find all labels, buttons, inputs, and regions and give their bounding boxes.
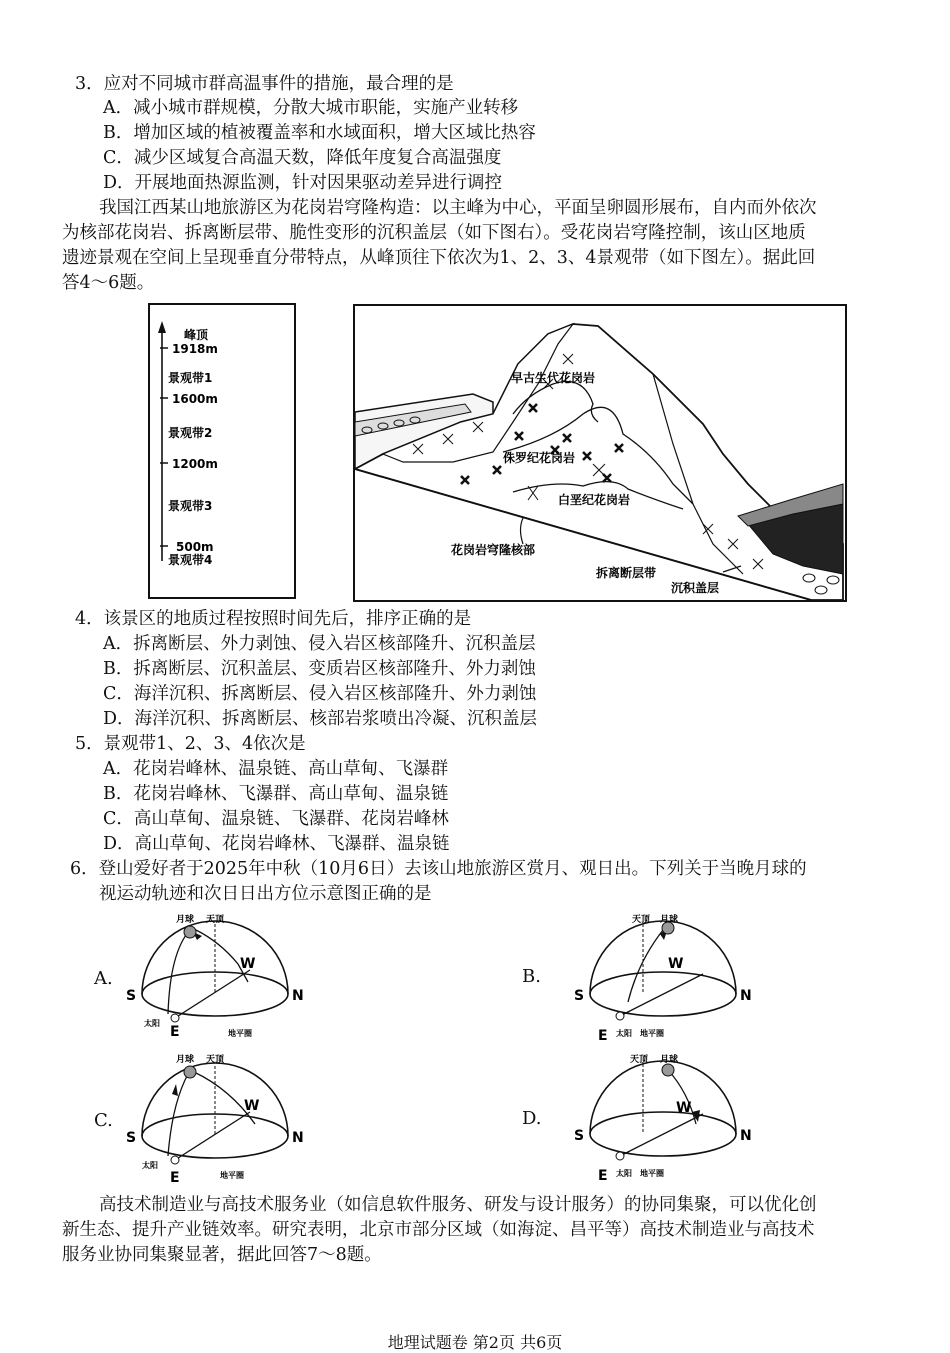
label-1600m: 1600m <box>172 392 218 406</box>
d-horizon-label: 地平圈 <box>640 1169 664 1178</box>
c-north-label: N <box>292 1130 304 1146</box>
label-zone2: 景观带2 <box>168 426 213 440</box>
passage2-line2: 新生态、提升产业链效率。研究表明，北京市部分区域（如海淀、昌平等）高技术制造业与高技术 <box>62 1220 815 1240</box>
label-cretaceous-granite: 白垩纪花岗岩 <box>558 493 631 507</box>
passage1-line3: 遗迹景观在空间上呈现垂直分带特点，从峰顶往下依次为1、2、3、4景观带（如下图左）。据此回 <box>62 248 816 268</box>
q6-stem-line2: 视运动轨迹和次日日出方位示意图正确的是 <box>99 884 432 904</box>
b-west-label: W <box>668 956 684 972</box>
q3-option-c: C．减少区域复合高温天数，降低年度复合高温强度 <box>103 148 502 168</box>
passage1-line4: 答4～6题。 <box>62 273 155 293</box>
sphere-diagram-c <box>120 1054 310 1184</box>
q6-stem-line1: 6．登山爱好者于2025年中秋（10月6日）去该山地旅游区赏月、观日出。下列关于当晚月球的 <box>70 859 807 879</box>
b-sun-label: 太阳 <box>616 1029 632 1038</box>
d-north-label: N <box>740 1128 752 1144</box>
c-moon-label: 月球 <box>176 1055 195 1065</box>
passage1-line1: 我国江西某山地旅游区为花岗岩穹隆构造：以主峰为中心，平面呈卵圆形展布，自内而外依次 <box>99 198 817 218</box>
label-zone1: 景观带1 <box>168 371 213 385</box>
page-footer: 地理试题卷 第2页 共6页 <box>387 1333 563 1352</box>
elevation-scale-figure <box>148 303 296 599</box>
sphere-diagram-d <box>568 1052 758 1182</box>
c-east-label: E <box>170 1170 180 1184</box>
b-south-label: S <box>574 988 585 1004</box>
c-south-label: S <box>126 1130 137 1146</box>
label-zone4: 景观带4 <box>168 553 213 567</box>
d-sun-label: 太阳 <box>616 1169 632 1178</box>
q3-option-a: A．减小城市群规模，分散大城市职能，实施产业转移 <box>103 98 519 118</box>
a-sun-label: 太阳 <box>144 1019 160 1028</box>
b-east-label: E <box>598 1028 608 1042</box>
c-sun-label: 太阳 <box>142 1161 158 1170</box>
label-peak: 峰顶 <box>184 328 209 342</box>
c-west-label: W <box>244 1098 260 1114</box>
q5-stem: 5．景观带1、2、3、4依次是 <box>75 734 306 754</box>
label-zone3: 景观带3 <box>168 499 213 513</box>
q3-option-b: B．增加区域的植被覆盖率和水域面积，增大区域比热容 <box>103 123 536 143</box>
passage2-line1: 高技术制造业与高技术服务业（如信息软件服务、研发与设计服务）的协同集聚，可以优化创 <box>99 1195 817 1215</box>
a-north-label: N <box>292 988 304 1004</box>
label-detachment-fault: 拆离断层带 <box>596 566 657 580</box>
passage2-line3: 服务业协同集聚显著，据此回答7～8题。 <box>62 1245 382 1265</box>
a-moon-label: 月球 <box>176 915 195 925</box>
a-east-label: E <box>170 1024 180 1040</box>
label-dome-core: 花岗岩穹隆核部 <box>451 543 536 557</box>
label-jurassic-granite: 侏罗纪花岗岩 <box>503 451 576 465</box>
d-moon-label: 月球 <box>660 1055 679 1065</box>
q5-option-c: C．高山草甸、温泉链、飞瀑群、花岗岩峰林 <box>103 809 449 829</box>
granite-dome-figure <box>353 304 847 602</box>
label-1918m: 1918m <box>172 342 218 356</box>
label-early-paleozoic-granite: 早古生代花岗岩 <box>511 371 596 385</box>
q4-option-d: D．海洋沉积、拆离断层、核部岩浆喷出冷凝、沉积盖层 <box>103 709 538 729</box>
b-horizon-label: 地平圈 <box>640 1029 664 1038</box>
q5-option-a: A．花岗岩峰林、温泉链、高山草甸、飞瀑群 <box>103 759 449 779</box>
q6-option-c-letter: C. <box>94 1110 113 1131</box>
b-north-label: N <box>740 988 752 1004</box>
d-south-label: S <box>574 1128 585 1144</box>
d-zenith-label: 天顶 <box>630 1055 649 1065</box>
q6-option-a-letter: A. <box>94 968 113 989</box>
q4-stem: 4．该景区的地质过程按照时间先后，排序正确的是 <box>75 609 472 629</box>
q5-option-b: B．花岗岩峰林、飞瀑群、高山草甸、温泉链 <box>103 784 449 804</box>
q3-option-d: D．开展地面热源监测，针对因果驱动差异进行调控 <box>103 173 503 193</box>
passage1-line2: 为核部花岗岩、拆离断层带、脆性变形的沉积盖层（如下图右）。受花岗岩穹隆控制，该山区地质 <box>62 223 806 243</box>
q6-option-b-letter: B. <box>522 966 541 987</box>
a-west-label: W <box>240 956 256 972</box>
label-1200m: 1200m <box>172 457 218 471</box>
c-zenith-label: 天顶 <box>206 1055 225 1065</box>
sphere-diagram-b <box>568 912 758 1042</box>
label-500m: 500m <box>176 540 214 554</box>
q3-stem: 3．应对不同城市群高温事件的措施，最合理的是 <box>75 74 454 94</box>
q4-option-a: A．拆离断层、外力剥蚀、侵入岩区核部隆升、沉积盖层 <box>103 634 536 654</box>
d-east-label: E <box>598 1168 608 1182</box>
q6-option-d-letter: D. <box>522 1108 542 1129</box>
a-horizon-label: 地平圈 <box>228 1029 252 1038</box>
d-west-label: W <box>676 1100 692 1116</box>
label-sediment-cover: 沉积盖层 <box>671 581 720 595</box>
b-zenith-label: 天顶 <box>632 915 651 925</box>
q4-option-c: C．海洋沉积、拆离断层、侵入岩区核部隆升、外力剥蚀 <box>103 684 537 704</box>
sphere-diagram-a <box>120 912 310 1042</box>
q5-option-d: D．高山草甸、花岗岩峰林、飞瀑群、温泉链 <box>103 834 450 854</box>
a-zenith-label: 天顶 <box>206 915 225 925</box>
b-moon-label: 月球 <box>660 915 679 925</box>
c-horizon-label: 地平圈 <box>220 1171 244 1180</box>
q4-option-b: B．拆离断层、沉积盖层、变质岩区核部隆升、外力剥蚀 <box>103 659 536 679</box>
a-south-label: S <box>126 988 137 1004</box>
